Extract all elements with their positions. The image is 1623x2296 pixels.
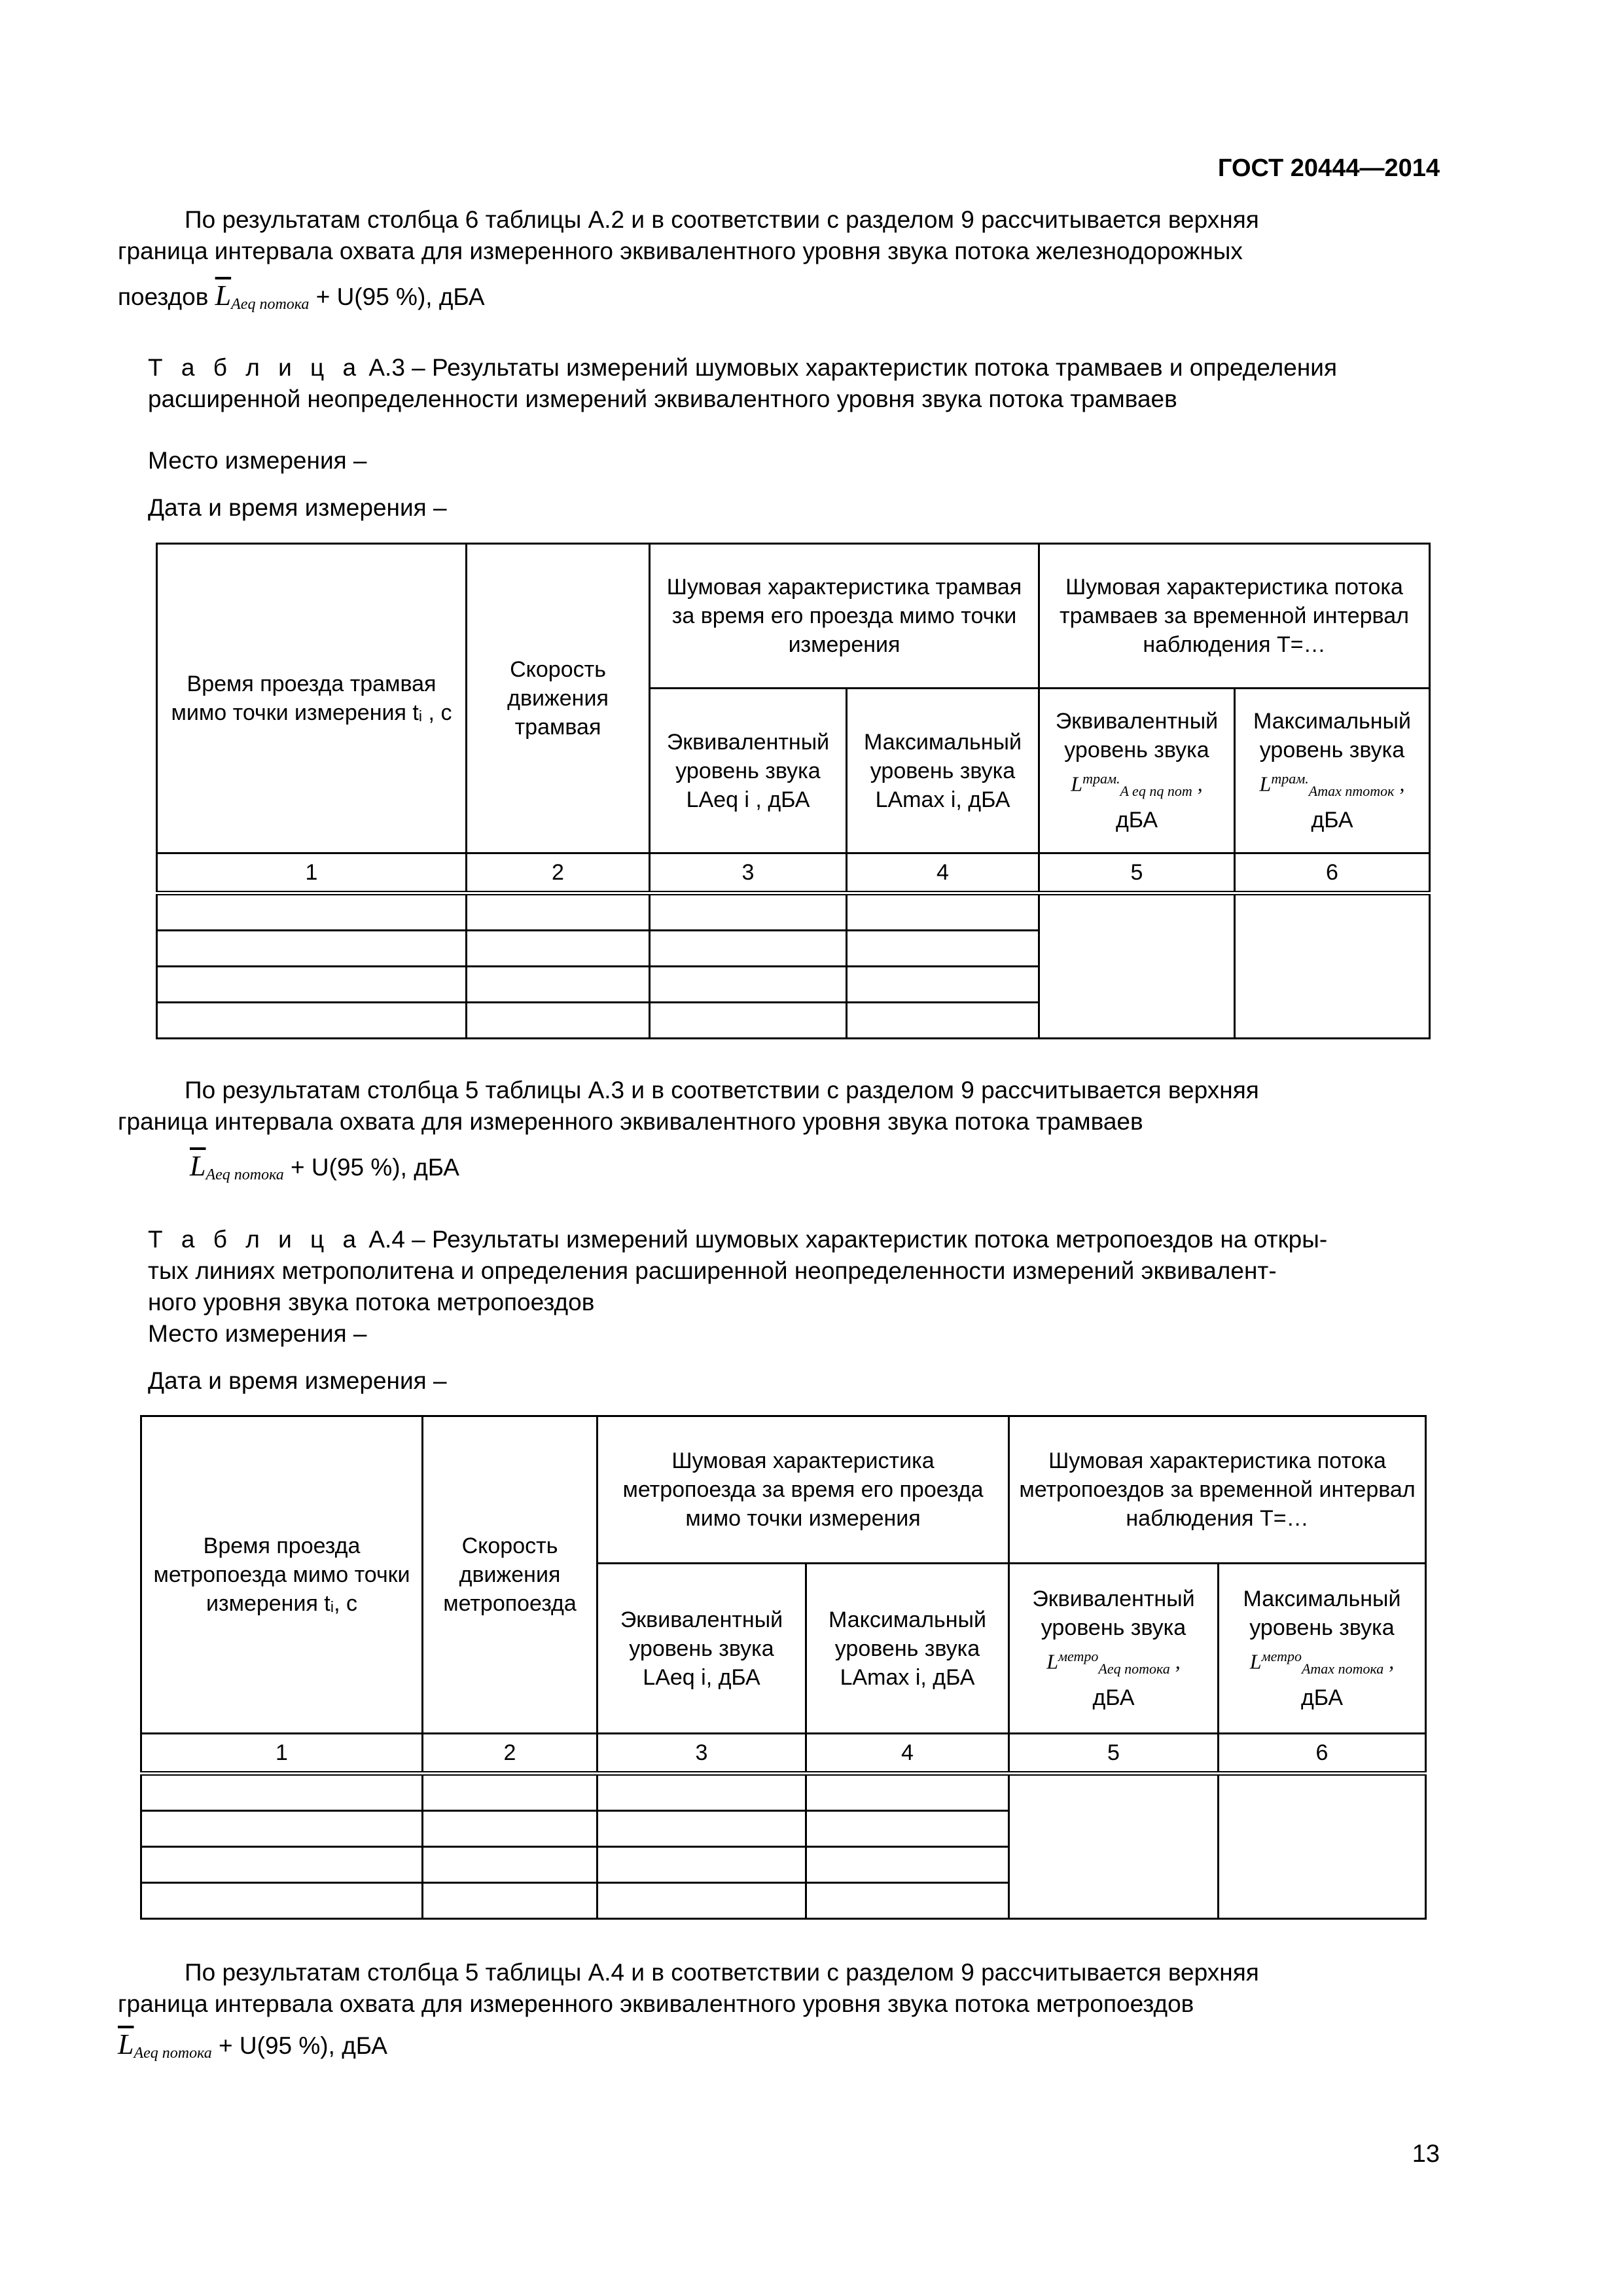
formula-subscript: Aeq потока: [231, 296, 310, 313]
table-4-caption-line-1: [148, 1224, 1463, 1255]
table-4-col-number: 6: [1219, 1734, 1426, 1774]
table-3-caption-line-1: [148, 352, 1463, 384]
table-4-date: Дата и время измерения –: [148, 1367, 447, 1394]
table-3-col-number: 6: [1235, 853, 1430, 893]
formula-subscript: Aeq потока: [134, 2045, 212, 2062]
table-4-col-number: 1: [141, 1734, 423, 1774]
table-4-col5-text: Эквивалентный уровень звука: [1032, 1586, 1195, 1640]
table-4-caption-line-3: ного уровня звука потока метропоездов: [148, 1289, 595, 1316]
paragraph-2-line-3: [190, 1151, 1505, 1191]
table-cell: [650, 893, 847, 931]
formula-suffix: + U(95 %), дБА: [315, 283, 485, 310]
table-cell: [597, 1774, 806, 1811]
paragraph-1-line-2: граница интервала охвата для измеренного эквивалентного уровня звука потока железнодорожных: [118, 238, 1243, 264]
table-4-col-number: 3: [597, 1734, 806, 1774]
table-4-col6-text: Максимальный уровень звука: [1243, 1586, 1401, 1640]
table-3-group2-header: Шумовая характеристика потока трамваев за временной интервал наблюдения T=…: [1039, 544, 1430, 689]
table-3-col5-text: Эквивалентный уровень звука: [1055, 708, 1219, 762]
table-3-col1-header: Время проезда трамвая мимо точки измерения tᵢ , с: [157, 544, 467, 853]
table-4-col-number: 4: [806, 1734, 1009, 1774]
table-4-col6-symbol: $L^{метро}_{Amax потока}$ ,: [1249, 1647, 1395, 1677]
table-4-col4-symbol: LAmax i, дБА: [840, 1664, 975, 1690]
table-4-caption-line-2: тых линиях метрополитена и определения расширенной неопределенности измерений эквивалент-: [148, 1257, 1277, 1284]
table-cell: [467, 967, 650, 1003]
table-3-col5-header: [1039, 689, 1235, 853]
table-3-col6-unit: дБА: [1311, 808, 1353, 833]
table-3-col5-unit: дБА: [1115, 808, 1158, 833]
table-cell: [423, 1847, 597, 1883]
table-cell: [806, 1811, 1009, 1847]
table-cell: [847, 931, 1039, 967]
table-cell: [650, 1003, 847, 1039]
table-3-caption-text: А.3 – Результаты измерений шумовых характеристик потока трамваев и определения: [368, 354, 1337, 381]
formula-subscript: Aeq потока: [205, 1166, 284, 1183]
table-4-col6-header: [1219, 1564, 1426, 1734]
table-4-col5-symbol: $L^{метро}_{Aeq потока}$ ,: [1046, 1647, 1181, 1677]
table-4-col3-header: [597, 1564, 806, 1734]
table-4-col1-header: Время проезда метропоезда мимо точки измерения tᵢ, с: [141, 1416, 423, 1734]
table-cell: [806, 1847, 1009, 1883]
paragraph-1-line-1: По результатам столбца 6 таблицы А.2 и в соответствии с разделом 9 рассчитывается верхняя: [185, 206, 1259, 233]
formula-symbol: $\overline{L}$: [190, 1150, 206, 1182]
table-3: [156, 543, 1431, 1039]
paragraph-3-line-1: По результатам столбца 5 таблицы А.4 и в соответствии с разделом 9 рассчитывается верхняя: [185, 1959, 1259, 1986]
table-3-col3-text: Эквивалентный уровень звука: [666, 729, 830, 783]
table-cell: [141, 1774, 423, 1811]
paragraph-2-line-1: По результатам столбца 5 таблицы А.3 и в соответствии с разделом 9 рассчитывается верхняя: [185, 1077, 1259, 1103]
table-4-col2-header: Скорость движения метропоезда: [423, 1416, 597, 1734]
document-header: ГОСТ 20444—2014: [1217, 154, 1440, 182]
table-4-col5-unit: дБА: [1092, 1685, 1135, 1711]
table-cell: [423, 1774, 597, 1811]
table-cell: [157, 967, 467, 1003]
formula-symbol: $\overline{L}$: [118, 2028, 134, 2060]
table-3-col-number: 5: [1039, 853, 1235, 893]
table-3-col3-header: [650, 689, 847, 853]
table-3-col-number: 2: [467, 853, 650, 893]
table-3-col6-symbol: $L^{трам.}_{Amax пmоток}$ ,: [1259, 770, 1405, 800]
table-3-col6-header: [1235, 689, 1430, 853]
table-cell: [847, 893, 1039, 931]
table-3-place: Место измерения –: [148, 447, 367, 474]
table-3-col4-symbol: LAmax i, дБА: [875, 787, 1010, 812]
table-cell: [423, 1883, 597, 1919]
paragraph-3-line-2: граница интервала охвата для измеренного эквивалентного уровня звука потока метропоездов: [118, 1990, 1194, 2017]
formula-suffix: + U(95 %), дБА: [291, 1154, 459, 1181]
table-3-col2-header: Скорость движения трамвая: [467, 544, 650, 853]
table-cell: [847, 1003, 1039, 1039]
table-3-col3-symbol: LAeq i , дБА: [686, 787, 810, 812]
table-cell: [1219, 1774, 1426, 1919]
paragraph-2-line-2: граница интервала охвата для измеренного эквивалентного уровня звука потока трамваев: [118, 1108, 1143, 1135]
table-cell: [650, 967, 847, 1003]
table-4-col-number: 5: [1009, 1734, 1219, 1774]
formula-suffix: + U(95 %), дБА: [219, 2032, 387, 2059]
table-cell: [467, 931, 650, 967]
table-3-col-number: 3: [650, 853, 847, 893]
table-3-caption-label: Т а б л и ц а: [148, 354, 363, 381]
table-cell: [467, 1003, 650, 1039]
table-cell: [157, 893, 467, 931]
table-cell: [597, 1847, 806, 1883]
table-4-group2-header: Шумовая характеристика потока метропоездов за временной интервал наблюдения T=…: [1009, 1416, 1426, 1564]
table-cell: [157, 1003, 467, 1039]
table-cell: [423, 1811, 597, 1847]
table-cell: [597, 1811, 806, 1847]
table-4-col-number: 2: [423, 1734, 597, 1774]
formula-symbol: $\overline{L}$: [215, 279, 232, 312]
table-3-date: Дата и время измерения –: [148, 494, 447, 521]
table-3-group1-header: Шумовая характеристика трамвая за время его проезда мимо точки измерения: [650, 544, 1039, 689]
table-3-col-number: 4: [847, 853, 1039, 893]
table-3-col-number: 1: [157, 853, 467, 893]
table-4-place: Место измерения –: [148, 1320, 367, 1347]
page-number: 13: [1412, 2140, 1440, 2168]
table-3-col5-symbol: $L^{трам.}_{A eq пq пот}$ ,: [1071, 770, 1203, 800]
table-cell: [157, 931, 467, 967]
table-cell: [597, 1883, 806, 1919]
table-cell: [1009, 1774, 1219, 1919]
paragraph-1-line-3: [118, 280, 1433, 320]
table-4-caption-text: А.4 – Результаты измерений шумовых характеристик потока метропоездов на откры-: [368, 1226, 1328, 1253]
table-4-group1-header: Шумовая характеристика метропоезда за время его проезда мимо точки измерения: [597, 1416, 1009, 1564]
table-cell: [1235, 893, 1430, 1039]
table-3-col4-text: Максимальный уровень звука: [864, 729, 1022, 783]
table-3-col4-header: [847, 689, 1039, 853]
table-4-col3-symbol: LAeq i, дБА: [643, 1664, 760, 1690]
paragraph-3-line-3: [118, 2029, 1433, 2069]
table-cell: [806, 1883, 1009, 1919]
table-cell: [141, 1847, 423, 1883]
table-4-col3-text: Эквивалентный уровень звука: [620, 1607, 783, 1661]
paragraph-1-prefix: поездов: [118, 283, 209, 310]
table-3-caption-line-2: расширенной неопределенности измерений эквивалентного уровня звука потока трамваев: [148, 386, 1177, 412]
table-4-col5-header: [1009, 1564, 1219, 1734]
table-cell: [141, 1883, 423, 1919]
table-cell: [467, 893, 650, 931]
table-cell: [141, 1811, 423, 1847]
table-4-col4-text: Максимальный уровень звука: [829, 1607, 986, 1661]
table-4-caption-label: Т а б л и ц а: [148, 1226, 363, 1253]
table-cell: [806, 1774, 1009, 1811]
table-4-col6-unit: дБА: [1300, 1685, 1344, 1711]
table-cell: [650, 931, 847, 967]
table-cell: [1039, 893, 1235, 1039]
table-4-col4-header: [806, 1564, 1009, 1734]
table-4: [140, 1415, 1427, 1920]
table-cell: [847, 967, 1039, 1003]
table-3-col6-text: Максимальный уровень звука: [1253, 708, 1411, 762]
